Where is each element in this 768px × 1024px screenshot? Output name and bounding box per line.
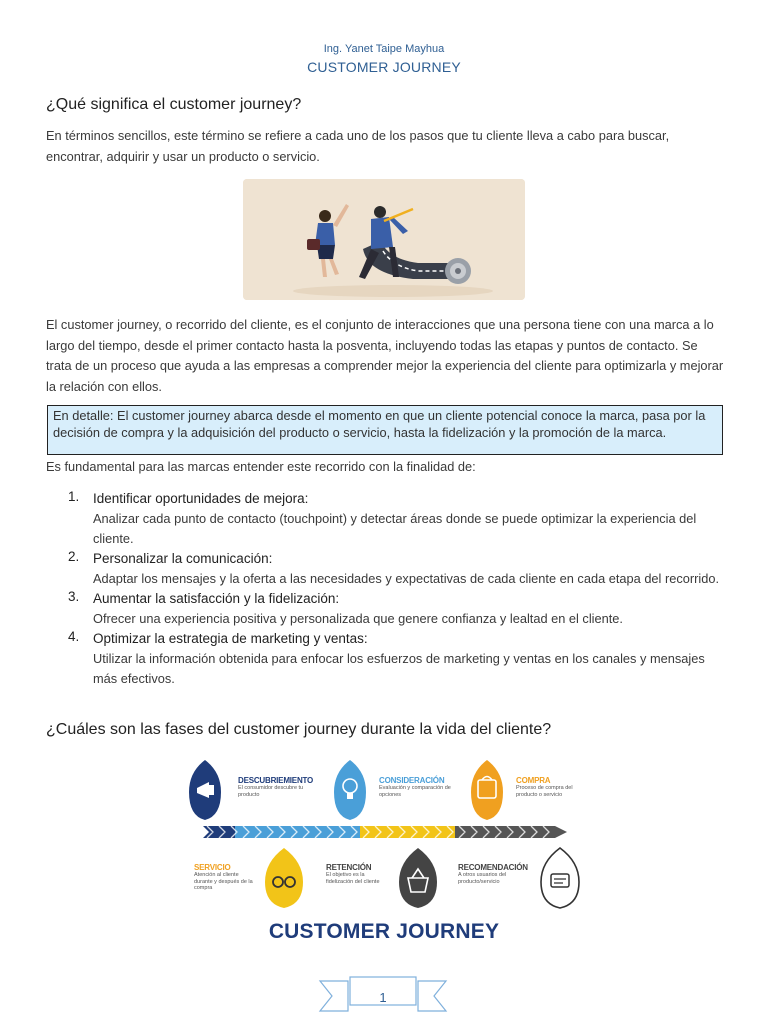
section-heading-phases: ¿Cuáles son las fases del customer journey durante la vida del cliente? [46, 721, 552, 738]
phase-desc: A otros usuarios del producto/servicio [458, 872, 507, 885]
list-item [46, 489, 726, 549]
infographic-title: CUSTOMER JOURNEY [268, 920, 500, 943]
detail-callout-box: En detalle: El customer journey abarca desde el momento en que un cliente potencial conoce la marca, pasa por la decisión de compra y la adquisición del producto o servicio, hasta la fidelización y la promoción de la marca. [47, 405, 723, 455]
list-item-desc: Utilizar la información obtenida para enfocar los esfuerzos de marketing y ventas en los canales y mensajes más efectivos. [93, 651, 705, 686]
list-item-number: 1. [68, 489, 80, 504]
list-item [46, 589, 726, 629]
phase-purchase [516, 776, 586, 798]
section-heading-meaning: ¿Qué significa el customer journey? [46, 96, 302, 113]
phase-desc: Proceso de compra del producto o servicio [516, 785, 573, 798]
list-item-title: Identificar oportunidades de mejora: [93, 491, 309, 506]
list-item-number: 4. [68, 629, 80, 644]
chat-icon [541, 848, 579, 908]
phase-consideration [379, 776, 457, 798]
definition-paragraph: El customer journey, o recorrido del cliente, es el conjunto de interacciones que una persona tiene con una marca a lo largo del tiempo, desde el primer contacto hasta la posventa, incluyendo todas las etapas y puntos de contacto. Se trata de un proceso que ayuda a las empresas a comprender mejor la experiencia del cliente para optimizarla y mejorar la relación con ellos. [46, 317, 724, 394]
list-item-number: 3. [68, 589, 80, 604]
customer-journey-illustration [243, 179, 525, 300]
phase-retention [326, 863, 392, 885]
objectives-list [46, 489, 726, 689]
list-item-number: 2. [68, 549, 80, 564]
list-item [46, 549, 726, 589]
shopping-bag-icon [471, 760, 503, 820]
binoculars-icon [265, 848, 303, 908]
list-item-title: Personalizar la comunicación: [93, 551, 273, 566]
phase-desc: El consumidor descubre tu producto [238, 785, 304, 798]
phase-discovery [238, 776, 316, 798]
list-intro: Es fundamental para las marcas entender este recorrido con la finalidad de: [46, 459, 476, 474]
lightbulb-icon [334, 760, 366, 820]
list-item-desc: Adaptar los mensajes y la oferta a las necesidades y expectativas de cada cliente en cada etapa del recorrido. [93, 571, 719, 586]
author-name: Ing. Yanet Taipe Mayhua [323, 43, 445, 55]
list-item-title: Aumentar la satisfacción y la fidelización: [93, 591, 340, 606]
progress-arrow-band [203, 826, 567, 838]
phase-recommendation [458, 863, 530, 885]
page-number-banner [350, 983, 416, 1011]
phase-desc: Atención al cliente durante y después de la compra [194, 872, 253, 891]
phase-name: CONSIDERACIÓN [379, 776, 445, 785]
phase-name: RETENCIÓN [326, 863, 372, 872]
intro-paragraph: En términos sencillos, este término se refiere a cada uno de los pasos que tu cliente lleva a cabo para buscar, encontrar, adquirir y usar un producto o servicio. [46, 128, 670, 164]
phase-name: SERVICIO [194, 863, 231, 872]
list-item-title: Optimizar la estrategia de marketing y ventas: [93, 631, 368, 646]
list-item [46, 629, 726, 689]
list-item-desc: Ofrecer una experiencia positiva y personalizada que genere confianza y lealtad en el cliente. [93, 611, 623, 626]
people-rolling-road-illustration [243, 179, 525, 300]
phase-desc: Evaluación y comparación de opciones [379, 785, 451, 798]
phase-name: RECOMENDACIÓN [458, 863, 528, 872]
phase-service [194, 863, 254, 892]
phase-name: COMPRA [516, 776, 551, 785]
list-item-desc: Analizar cada punto de contacto (touchpoint) y detectar áreas donde se puede optimizar la experiencia del cliente. [93, 511, 697, 546]
phase-desc: El objetivo es la fidelización del cliente [326, 872, 380, 885]
document-title: CUSTOMER JOURNEY [307, 59, 461, 75]
page-number: 1 [379, 990, 387, 1005]
phase-name: DESCUBRIEMIENTO [238, 776, 314, 785]
